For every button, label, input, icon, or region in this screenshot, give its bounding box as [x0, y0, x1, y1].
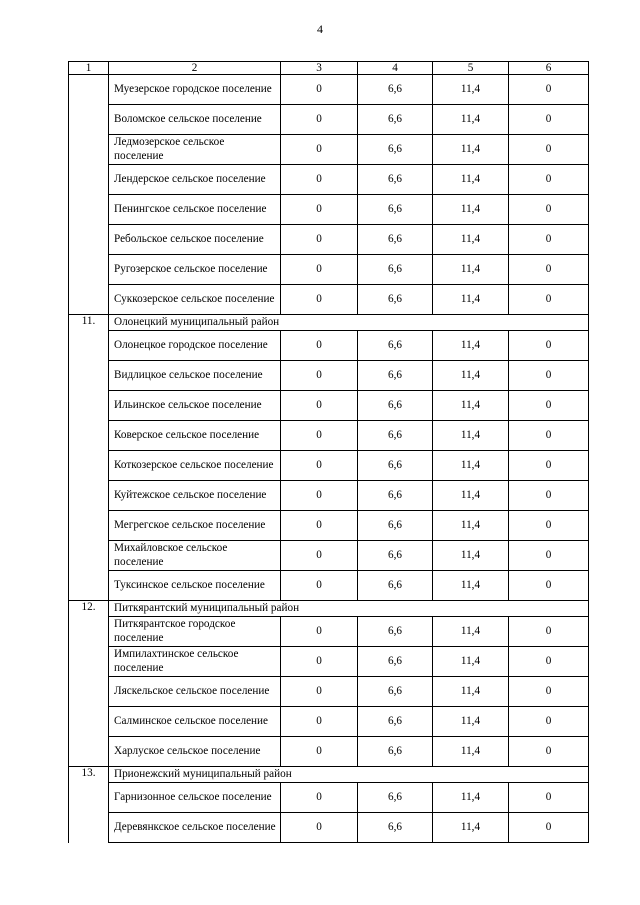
value-col-3: 0: [281, 361, 358, 391]
value-col-6: 0: [509, 813, 589, 843]
value-col-6: 0: [509, 707, 589, 737]
value-col-4: 6,6: [358, 783, 433, 813]
value-col-3: 0: [281, 813, 358, 843]
value-col-5: 11,4: [433, 75, 509, 105]
value-col-4: 6,6: [358, 541, 433, 571]
value-col-3: 0: [281, 481, 358, 511]
district-index: 12.: [69, 601, 109, 767]
table-row: [69, 677, 589, 707]
settlement-name: Салминское сельское поселение: [109, 707, 281, 737]
table-row: [69, 195, 589, 225]
value-col-5: 11,4: [433, 647, 509, 677]
value-col-3: 0: [281, 617, 358, 647]
settlement-name: Гарнизонное сельское поселение: [109, 783, 281, 813]
value-col-6: 0: [509, 165, 589, 195]
value-col-6: 0: [509, 135, 589, 165]
value-col-3: 0: [281, 75, 358, 105]
value-col-3: 0: [281, 677, 358, 707]
value-col-3: 0: [281, 541, 358, 571]
value-col-6: 0: [509, 75, 589, 105]
value-col-5: 11,4: [433, 541, 509, 571]
value-col-3: 0: [281, 391, 358, 421]
settlement-name: Питкярантское городское поселение: [109, 617, 281, 647]
table-row: [69, 105, 589, 135]
table-row: [69, 225, 589, 255]
column-number-1: 1: [69, 62, 109, 75]
settlement-name: Лендерское сельское поселение: [109, 165, 281, 195]
table-row: [69, 75, 589, 105]
table-row: [69, 165, 589, 195]
value-col-5: 11,4: [433, 105, 509, 135]
settlement-name: Видлицкое сельское поселение: [109, 361, 281, 391]
value-col-5: 11,4: [433, 225, 509, 255]
value-col-5: 11,4: [433, 677, 509, 707]
value-col-4: 6,6: [358, 421, 433, 451]
table-row: [69, 421, 589, 451]
table-row: [69, 647, 589, 677]
settlement-name: Пенингское сельское поселение: [109, 195, 281, 225]
value-col-5: 11,4: [433, 391, 509, 421]
district-title: Олонецкий муниципальный район: [109, 315, 589, 331]
table-row: [69, 481, 589, 511]
table-row: [69, 707, 589, 737]
value-col-6: 0: [509, 511, 589, 541]
value-col-5: 11,4: [433, 617, 509, 647]
value-col-4: 6,6: [358, 165, 433, 195]
settlements-table: [68, 61, 589, 843]
value-col-4: 6,6: [358, 285, 433, 315]
district-row: [69, 767, 589, 783]
settlement-name: Мегрегское сельское поселение: [109, 511, 281, 541]
settlement-name: Олонецкое городское поселение: [109, 331, 281, 361]
value-col-3: 0: [281, 571, 358, 601]
value-col-6: 0: [509, 677, 589, 707]
value-col-4: 6,6: [358, 225, 433, 255]
value-col-6: 0: [509, 451, 589, 481]
value-col-5: 11,4: [433, 255, 509, 285]
value-col-5: 11,4: [433, 571, 509, 601]
settlement-name: Ледмозерское сельское поселение: [109, 135, 281, 165]
settlement-name: Ильинское сельское поселение: [109, 391, 281, 421]
table-row: [69, 541, 589, 571]
value-col-4: 6,6: [358, 135, 433, 165]
page-number: 4: [317, 22, 323, 36]
column-number-2: 2: [109, 62, 281, 75]
table-row: [69, 571, 589, 601]
district-index: 11.: [69, 315, 109, 601]
value-col-4: 6,6: [358, 571, 433, 601]
value-col-4: 6,6: [358, 75, 433, 105]
value-col-6: 0: [509, 225, 589, 255]
value-col-6: 0: [509, 391, 589, 421]
value-col-3: 0: [281, 511, 358, 541]
district-index-continued: [69, 75, 109, 315]
value-col-4: 6,6: [358, 361, 433, 391]
table-row: [69, 813, 589, 843]
column-number-5: 5: [433, 62, 509, 75]
value-col-4: 6,6: [358, 105, 433, 135]
table-row: [69, 331, 589, 361]
district-index: 13.: [69, 767, 109, 843]
table-row: [69, 617, 589, 647]
settlement-name: Харлуское сельское поселение: [109, 737, 281, 767]
column-number-3: 3: [281, 62, 358, 75]
value-col-6: 0: [509, 647, 589, 677]
table-row: [69, 285, 589, 315]
value-col-4: 6,6: [358, 481, 433, 511]
value-col-3: 0: [281, 647, 358, 677]
value-col-5: 11,4: [433, 331, 509, 361]
value-col-4: 6,6: [358, 707, 433, 737]
table-header-row: [69, 62, 589, 75]
value-col-5: 11,4: [433, 737, 509, 767]
value-col-4: 6,6: [358, 737, 433, 767]
value-col-5: 11,4: [433, 165, 509, 195]
value-col-4: 6,6: [358, 647, 433, 677]
value-col-6: 0: [509, 105, 589, 135]
value-col-3: 0: [281, 737, 358, 767]
value-col-5: 11,4: [433, 783, 509, 813]
value-col-6: 0: [509, 255, 589, 285]
column-number-6: 6: [509, 62, 589, 75]
value-col-5: 11,4: [433, 195, 509, 225]
value-col-5: 11,4: [433, 421, 509, 451]
value-col-6: 0: [509, 331, 589, 361]
settlement-name: Михайловское сельское поселение: [109, 541, 281, 571]
value-col-3: 0: [281, 225, 358, 255]
value-col-5: 11,4: [433, 285, 509, 315]
value-col-3: 0: [281, 421, 358, 451]
value-col-6: 0: [509, 783, 589, 813]
value-col-5: 11,4: [433, 451, 509, 481]
value-col-3: 0: [281, 331, 358, 361]
value-col-5: 11,4: [433, 707, 509, 737]
value-col-5: 11,4: [433, 481, 509, 511]
value-col-3: 0: [281, 707, 358, 737]
value-col-6: 0: [509, 285, 589, 315]
table-row: [69, 255, 589, 285]
settlement-name: Ребольское сельское поселение: [109, 225, 281, 255]
settlement-name: Суккозерское сельское поселение: [109, 285, 281, 315]
value-col-4: 6,6: [358, 391, 433, 421]
value-col-5: 11,4: [433, 361, 509, 391]
table-row: [69, 511, 589, 541]
settlement-name: Куйтежское сельское поселение: [109, 481, 281, 511]
district-title: Прионежский муниципальный район: [109, 767, 589, 783]
value-col-3: 0: [281, 195, 358, 225]
value-col-6: 0: [509, 571, 589, 601]
value-col-3: 0: [281, 783, 358, 813]
table-row: [69, 135, 589, 165]
value-col-3: 0: [281, 285, 358, 315]
value-col-3: 0: [281, 451, 358, 481]
value-col-3: 0: [281, 255, 358, 285]
settlement-name: Коверское сельское поселение: [109, 421, 281, 451]
value-col-6: 0: [509, 737, 589, 767]
settlement-name: Деревянкское сельское поселение: [109, 813, 281, 843]
settlement-name: Ругозерское сельское поселение: [109, 255, 281, 285]
settlement-name: Туксинское сельское поселение: [109, 571, 281, 601]
value-col-6: 0: [509, 361, 589, 391]
settlement-name: Коткозерское сельское поселение: [109, 451, 281, 481]
value-col-4: 6,6: [358, 451, 433, 481]
table-body: [69, 62, 589, 843]
value-col-4: 6,6: [358, 677, 433, 707]
value-col-6: 0: [509, 617, 589, 647]
value-col-5: 11,4: [433, 813, 509, 843]
district-title: Питкярантский муниципальный район: [109, 601, 589, 617]
value-col-6: 0: [509, 541, 589, 571]
value-col-3: 0: [281, 165, 358, 195]
value-col-4: 6,6: [358, 813, 433, 843]
value-col-4: 6,6: [358, 617, 433, 647]
district-row: [69, 601, 589, 617]
column-number-4: 4: [358, 62, 433, 75]
table-row: [69, 361, 589, 391]
value-col-4: 6,6: [358, 331, 433, 361]
value-col-4: 6,6: [358, 511, 433, 541]
settlement-name: Импилахтинское сельское поселение: [109, 647, 281, 677]
table-row: [69, 451, 589, 481]
value-col-3: 0: [281, 135, 358, 165]
settlement-name: Ляскельское сельское поселение: [109, 677, 281, 707]
settlement-name: Муезерское городское поселение: [109, 75, 281, 105]
table-row: [69, 783, 589, 813]
value-col-4: 6,6: [358, 195, 433, 225]
value-col-5: 11,4: [433, 511, 509, 541]
value-col-6: 0: [509, 195, 589, 225]
value-col-4: 6,6: [358, 255, 433, 285]
value-col-5: 11,4: [433, 135, 509, 165]
value-col-6: 0: [509, 481, 589, 511]
table-row: [69, 391, 589, 421]
value-col-6: 0: [509, 421, 589, 451]
table-row: [69, 737, 589, 767]
district-row: [69, 315, 589, 331]
value-col-3: 0: [281, 105, 358, 135]
settlement-name: Воломское сельское поселение: [109, 105, 281, 135]
